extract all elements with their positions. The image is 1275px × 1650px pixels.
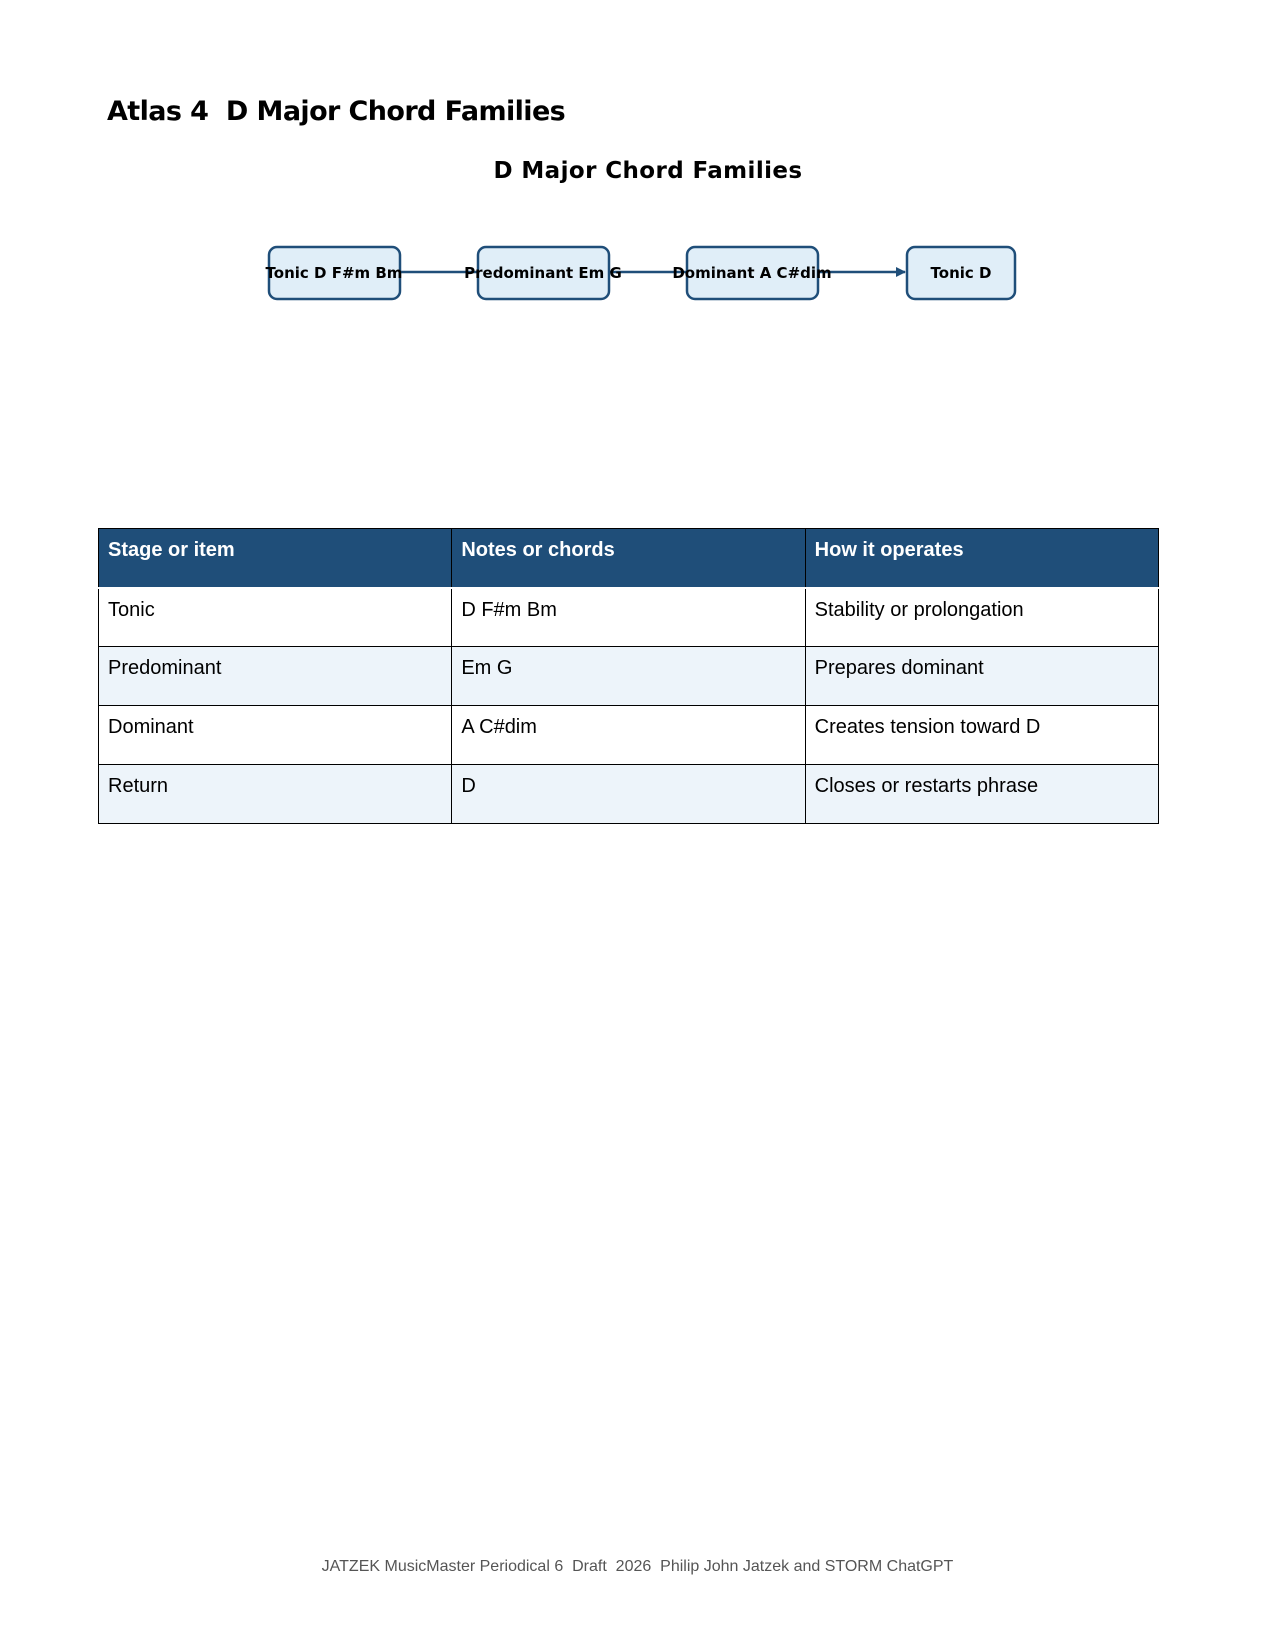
table-cell: D F#m Bm	[452, 588, 805, 647]
chord-family-diagram	[0, 150, 1275, 350]
table-row	[99, 588, 1159, 647]
diagram-node-predominant	[464, 247, 622, 299]
chord-families-table	[98, 528, 1159, 824]
table-cell: Tonic	[99, 588, 452, 647]
column-header-stage: Stage or item	[99, 529, 452, 588]
node-label: Tonic D F#m Bm	[265, 264, 403, 282]
table-row	[99, 765, 1159, 824]
page-heading: Atlas 4 D Major Chord Families	[107, 96, 566, 127]
node-label: Dominant A C#dim	[672, 264, 832, 282]
node-label: Tonic D	[930, 264, 992, 282]
table-cell: Predominant	[99, 647, 452, 706]
table-cell: Em G	[452, 647, 805, 706]
table-cell: Creates tension toward D	[805, 706, 1158, 765]
table-cell: A C#dim	[452, 706, 805, 765]
table-cell: D	[452, 765, 805, 824]
table-row	[99, 706, 1159, 765]
table-cell: Stability or prolongation	[805, 588, 1158, 647]
diagram-node-tonic	[266, 247, 403, 299]
table-header-row	[99, 529, 1159, 588]
column-header-operation: How it operates	[805, 529, 1158, 588]
diagram-node-tonic-return	[907, 247, 1015, 299]
node-label: Predominant Em G	[464, 264, 622, 282]
diagram-node-dominant	[672, 247, 831, 299]
diagram-title: D Major Chord Families	[493, 158, 803, 184]
table-row	[99, 647, 1159, 706]
table-cell: Prepares dominant	[805, 647, 1158, 706]
page-footer: JATZEK MusicMaster Periodical 6 Draft 2026 Philip John Jatzek and STORM ChatGPT	[321, 1558, 954, 1575]
table-cell: Dominant	[99, 706, 452, 765]
table-cell: Return	[99, 765, 452, 824]
table-cell: Closes or restarts phrase	[805, 765, 1158, 824]
column-header-notes: Notes or chords	[452, 529, 805, 588]
